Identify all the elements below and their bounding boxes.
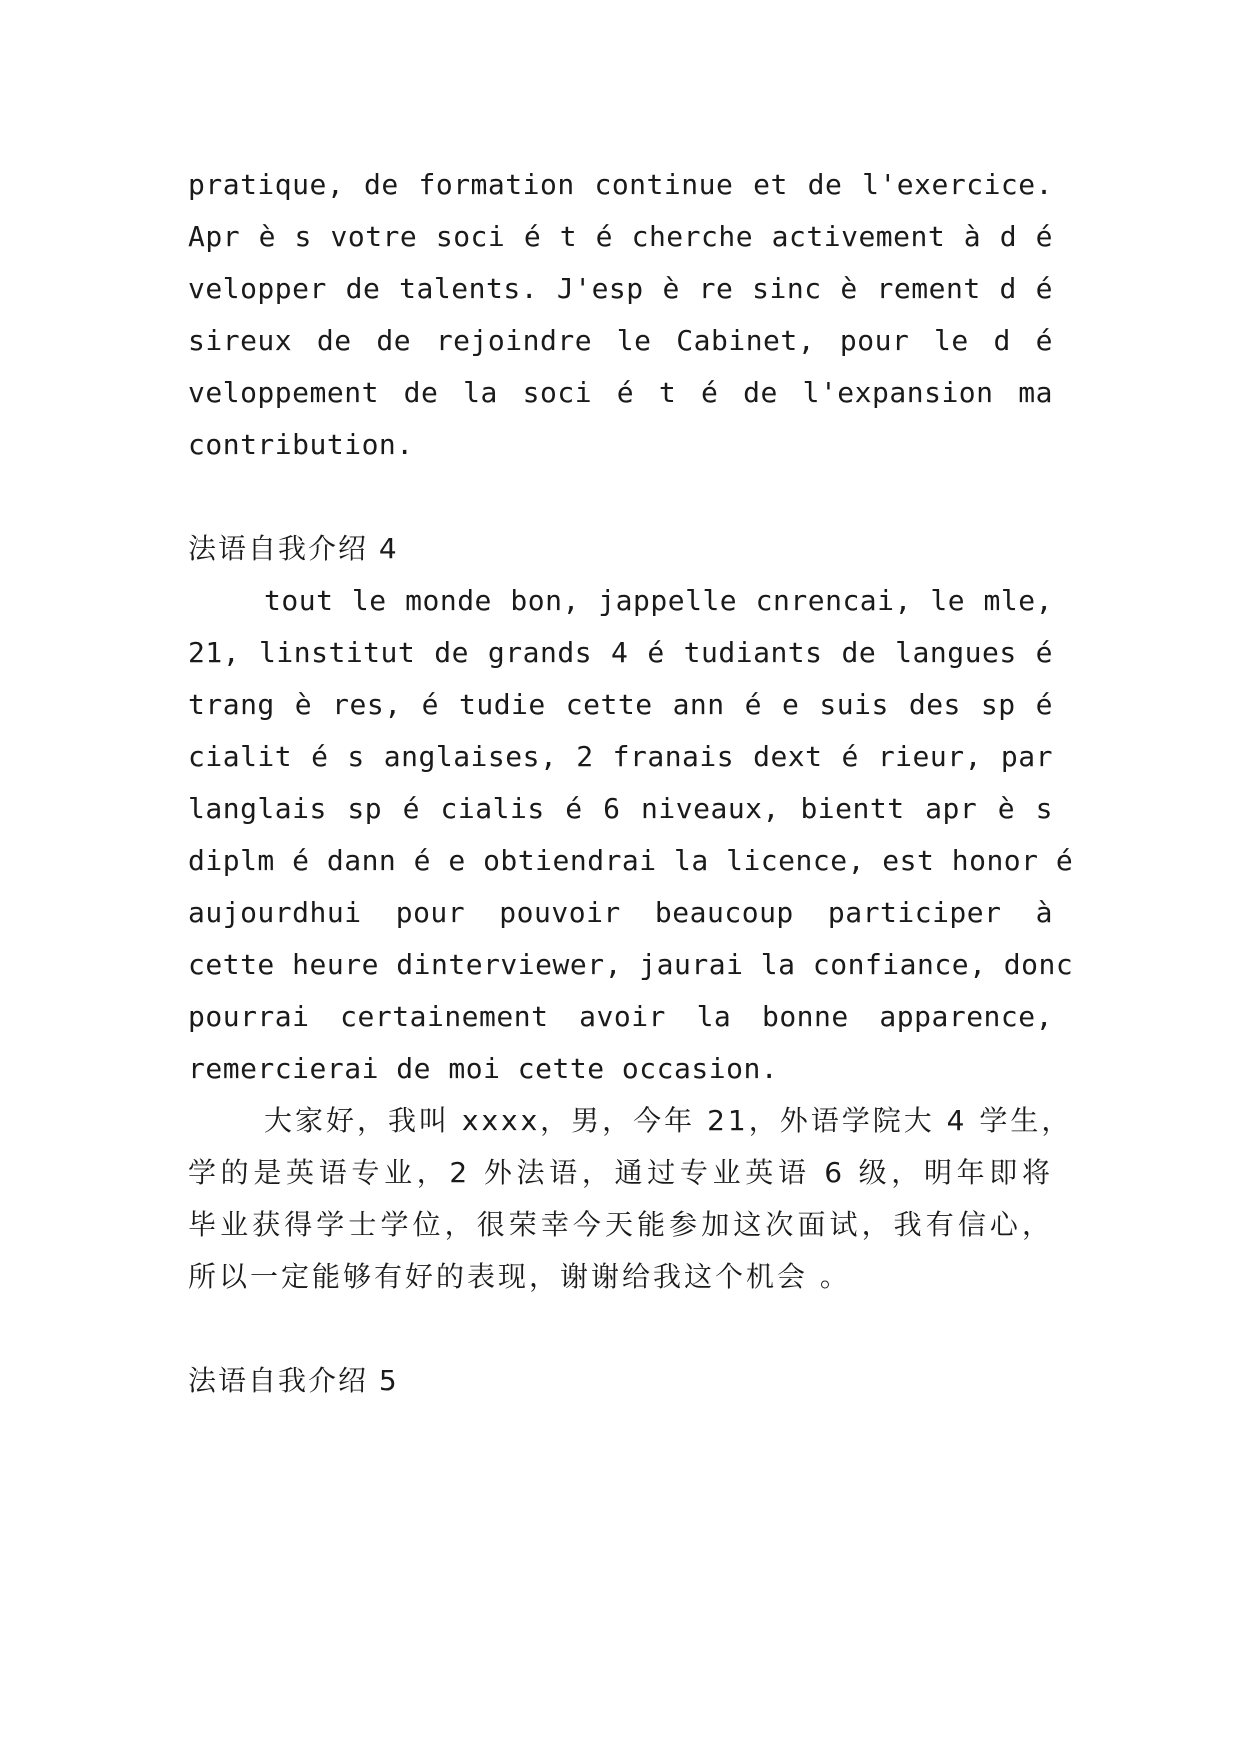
paragraph-line: langlais sp é cialis é 6 niveaux, bientt apr è s — [188, 792, 1053, 825]
paragraph-line: tout le monde bon, jappelle cnrencai, le mle, — [264, 584, 1053, 617]
paragraph-line: pratique, de formation continue et de l'exercice. — [188, 168, 1053, 201]
paragraph-line: veloppement de la soci é t é de l'expansion ma — [188, 376, 1053, 409]
paragraph-line: aujourdhui pour pouvoir beaucoup participer à — [188, 896, 1053, 929]
section-heading-4: 法语自我介绍 4 — [188, 532, 399, 565]
paragraph-line: cette heure dinterviewer, jaurai la confiance, donc — [188, 948, 1074, 981]
paragraph-line: velopper de talents. J'esp è re sinc è rement d é — [188, 272, 1053, 305]
paragraph-line-zh: 毕业获得学士学位，很荣幸今天能参加这次面试，我有信心， — [188, 1208, 1053, 1241]
paragraph-line-zh: 学的是英语专业，2 外法语，通过专业英语 6 级，明年即将 — [188, 1156, 1053, 1189]
section-heading-5: 法语自我介绍 5 — [188, 1364, 399, 1397]
paragraph-line: trang è res, é tudie cette ann é e suis des sp é — [188, 688, 1053, 721]
paragraph-line: cialit é s anglaises, 2 franais dext é rieur, par — [188, 740, 1053, 773]
paragraph-line: pourrai certainement avoir la bonne apparence, — [188, 1000, 1053, 1033]
paragraph-line: Apr è s votre soci é t é cherche activement à d é — [188, 220, 1053, 253]
paragraph-line-zh: 所以一定能够有好的表现，谢谢给我这个机会 。 — [188, 1260, 851, 1293]
paragraph-line: diplm é dann é e obtiendrai la licence, est honor é — [188, 844, 1074, 877]
paragraph-line: remercierai de moi cette occasion. — [188, 1052, 779, 1085]
paragraph-line: contribution. — [188, 428, 414, 461]
paragraph-line: 21, linstitut de grands 4 é tudiants de langues é — [188, 636, 1053, 669]
paragraph-line: sireux de de rejoindre le Cabinet, pour le d é — [188, 324, 1053, 357]
paragraph-line-zh: 大家好，我叫 xxxx，男，今年 21，外语学院大 4 学生， — [264, 1104, 1073, 1137]
